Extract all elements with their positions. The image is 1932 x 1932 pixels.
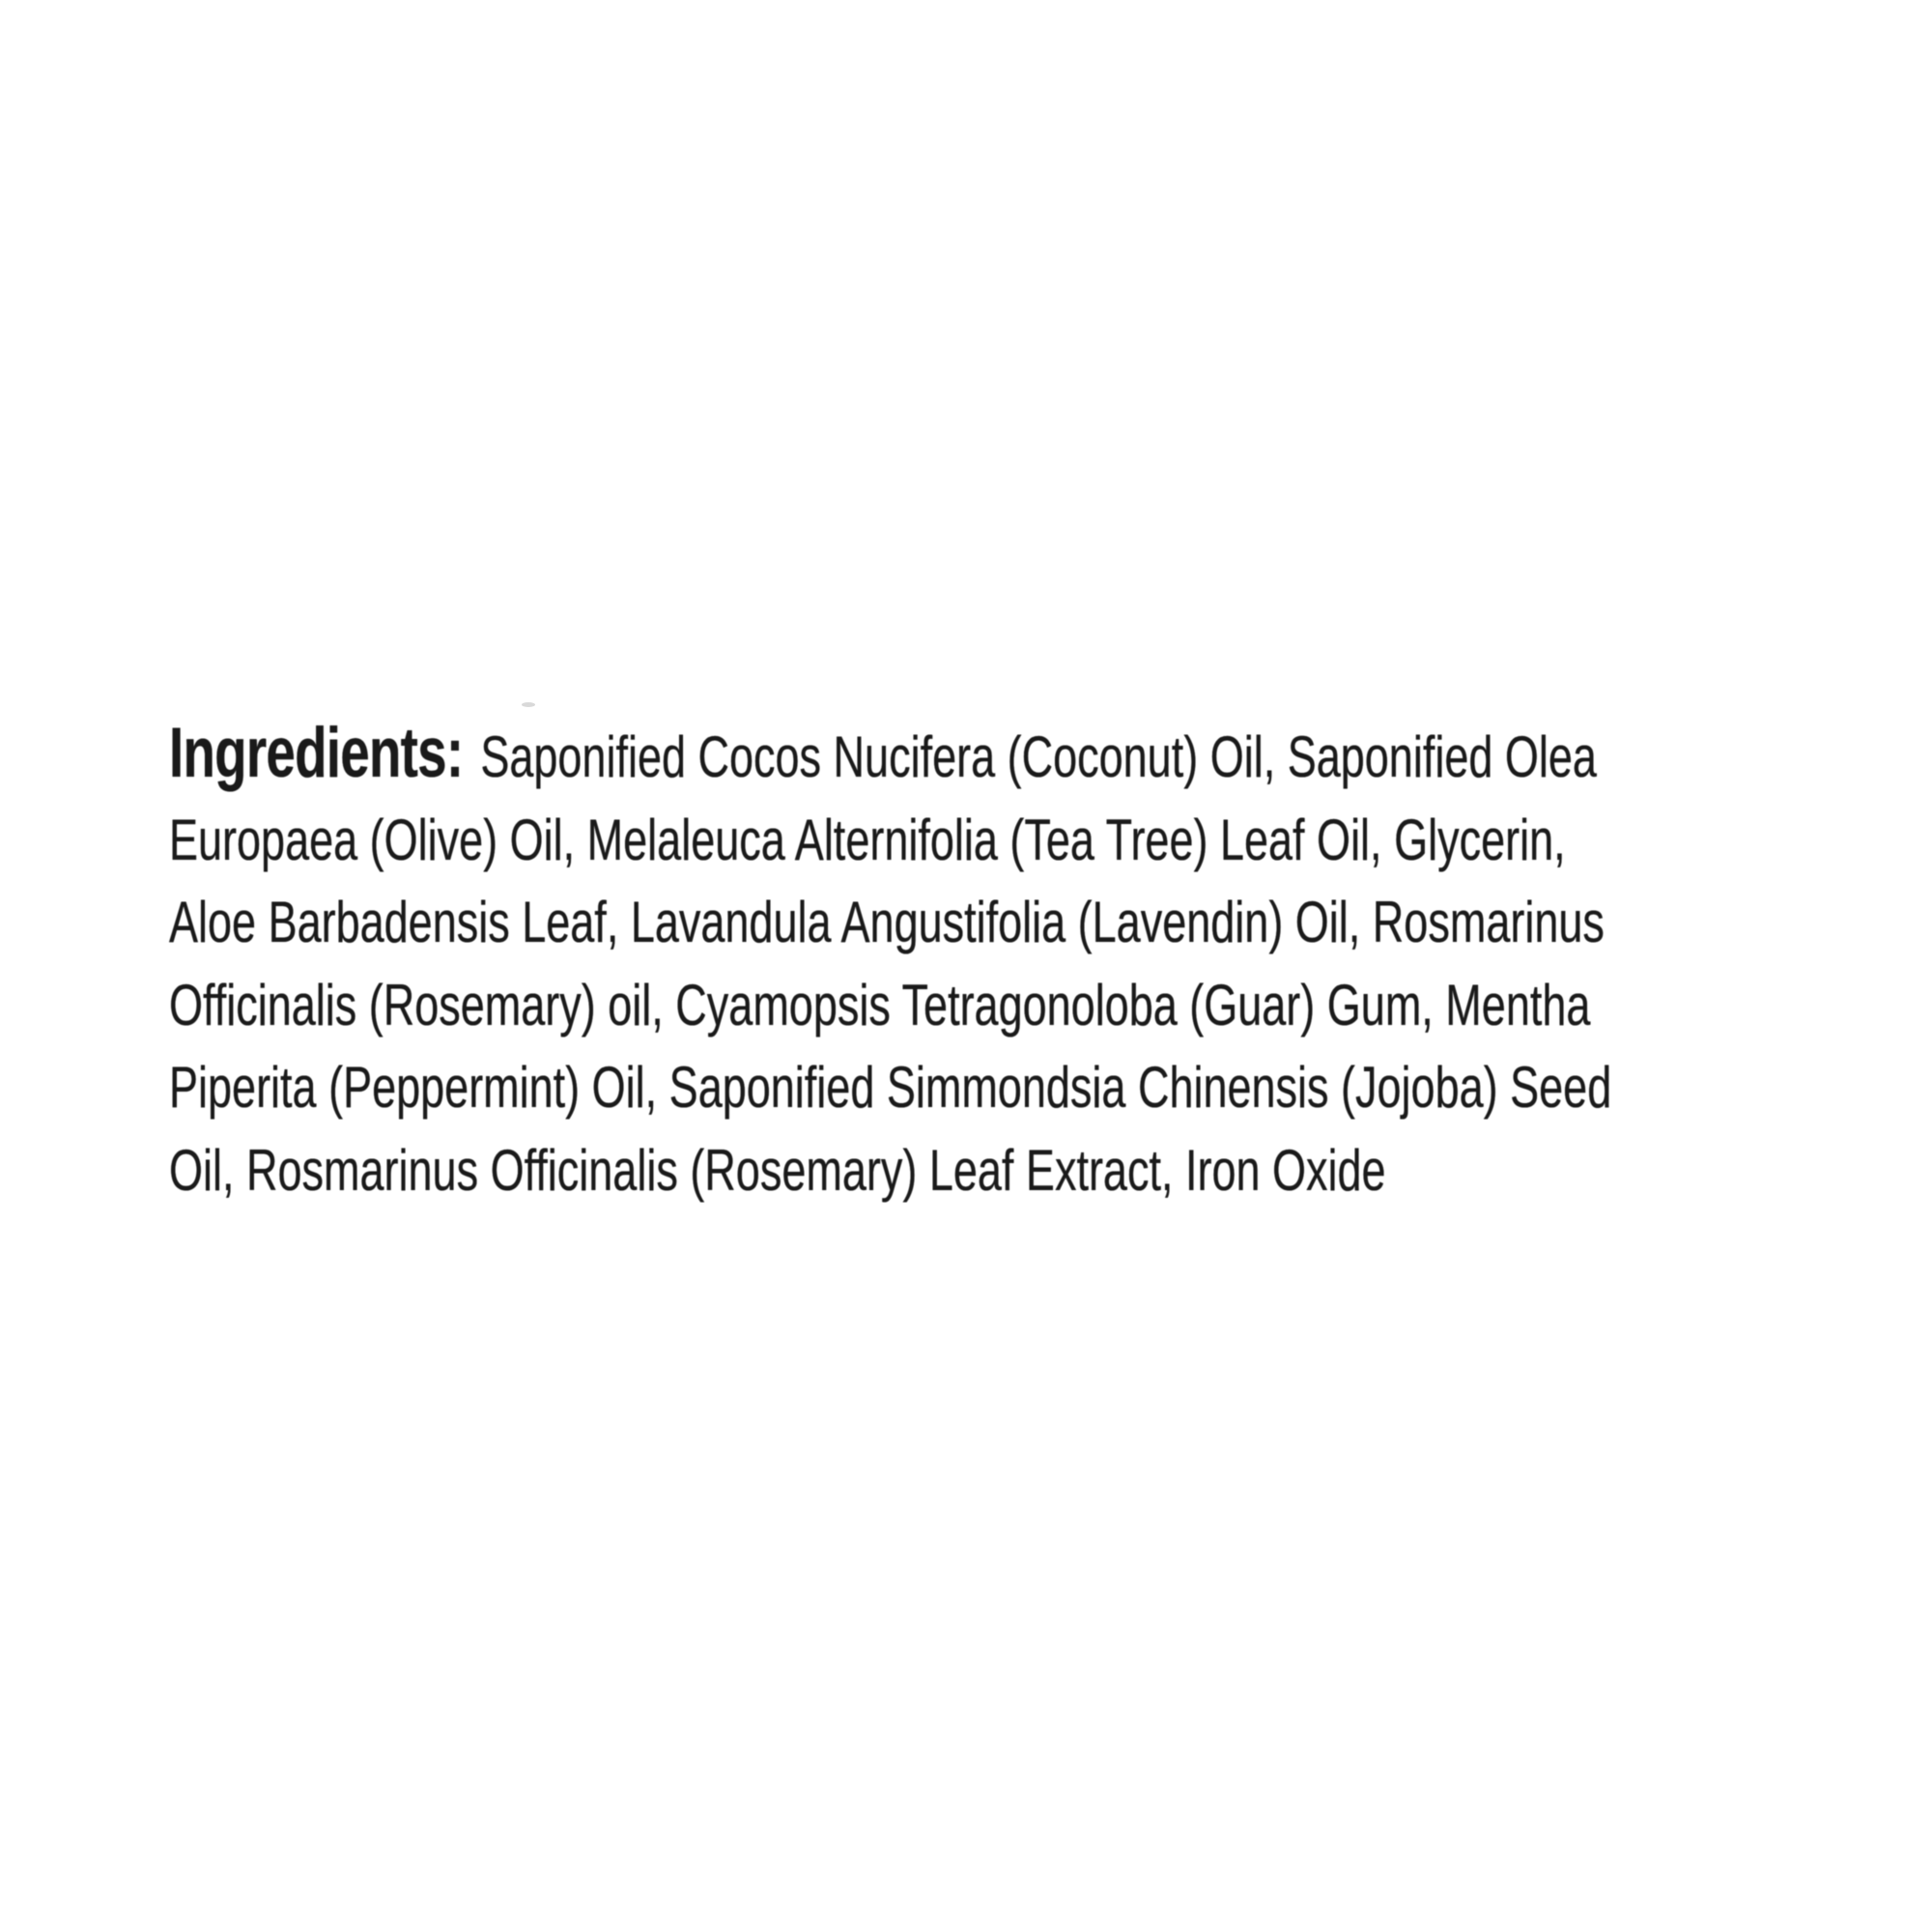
ingredients-line-2: Europaea (Olive) Oil, Melaleuca Alternifolia (Tea Tree) Leaf Oil, Glycerin, xyxy=(169,807,1566,872)
ingredients-line-3: Aloe Barbadensis Leaf, Lavandula Angustifolia (Lavendin) Oil, Rosmarinus xyxy=(169,890,1605,954)
scan-artifact-speck xyxy=(522,702,535,707)
ingredients-line-4: Officinalis (Rosemary) oil, Cyamopsis Tetragonoloba (Guar) Gum, Mentha xyxy=(169,972,1591,1037)
ingredients-line-1-text: Saponified Cocos Nucifera (Coconut) Oil, Saponified Olea xyxy=(480,724,1597,789)
ingredients-heading: Ingredients: xyxy=(169,714,464,792)
ingredients-line-6: Oil, Rosmarinus Officinalis (Rosemary) Leaf Extract, Iron Oxide xyxy=(169,1137,1386,1203)
ingredients-line-1 xyxy=(169,712,1597,799)
ingredients-text-block xyxy=(169,712,1932,1211)
ingredients-line-5: Piperita (Peppermint) Oil, Saponified Simmondsia Chinensis (Jojoba) Seed xyxy=(169,1055,1612,1120)
